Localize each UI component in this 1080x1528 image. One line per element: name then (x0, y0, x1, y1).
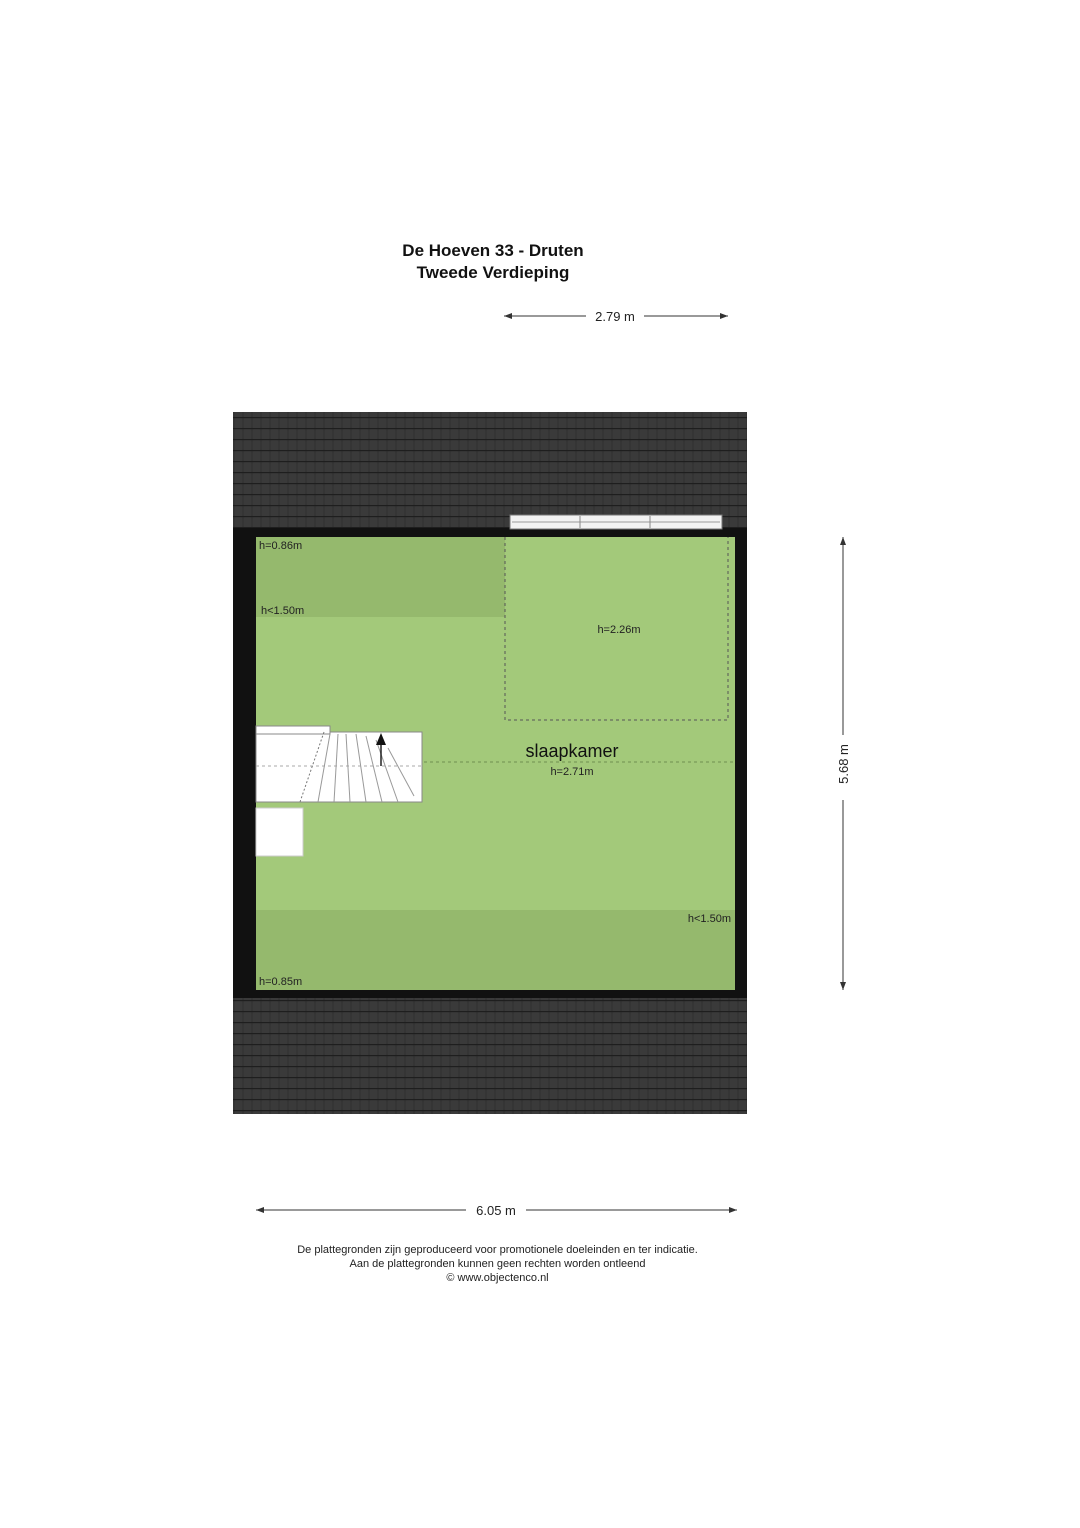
dimension-right-label: 5.68 m (836, 744, 851, 784)
dimension-top (504, 309, 728, 324)
void-block (256, 808, 303, 856)
dimension-top-label: 2.79 m (595, 309, 635, 324)
zone-label-dormer: h=2.26m (597, 624, 641, 636)
zone-label-bottom-mid: h<1.50m (687, 913, 731, 925)
copyright-line: © www.objectenco.nl (446, 1272, 549, 1284)
room-name: slaapkamer (525, 741, 619, 761)
staircase (256, 726, 422, 802)
address-title: De Hoeven 33 - Druten (402, 241, 584, 260)
roof-bottom (233, 998, 747, 1114)
room-height: h=2.71m (550, 766, 594, 778)
dimension-bottom (256, 1203, 737, 1218)
roof-top (233, 412, 747, 530)
dimension-right (836, 537, 851, 990)
floor-title: Tweede Verdieping (416, 263, 570, 282)
zone-label-top-low: h=0.86m (259, 540, 303, 552)
disclaimer-line-1: De plattegronden zijn geproduceerd voor promotionele doeleinden en ter indicatie. (297, 1244, 698, 1256)
zone-label-top-mid: h<1.50m (261, 605, 305, 617)
disclaimer-line-2: Aan de plattegronden kunnen geen rechten worden ontleend (349, 1258, 646, 1270)
zone-label-bottom-low: h=0.85m (259, 976, 303, 988)
low-zone-bottom (256, 910, 735, 990)
disclaimer (230, 1243, 765, 1285)
dimension-bottom-label: 6.05 m (476, 1203, 516, 1218)
